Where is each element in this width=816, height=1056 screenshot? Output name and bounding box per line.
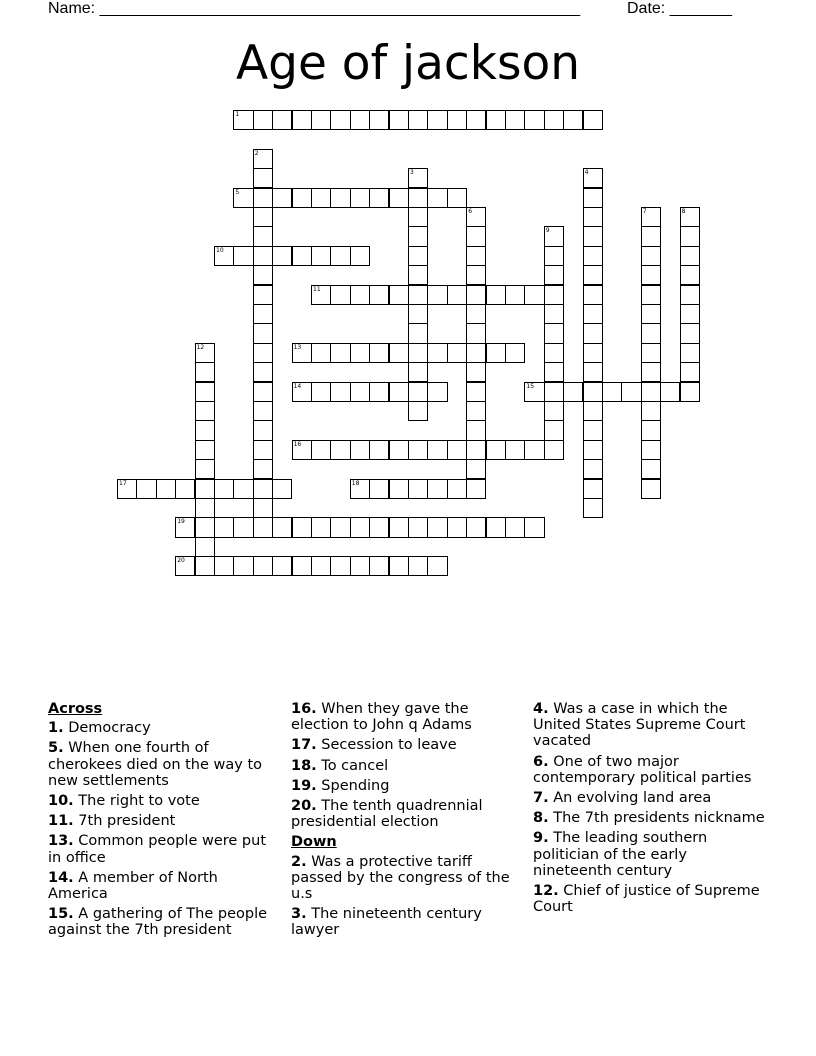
crossword-cell[interactable] [408,382,428,402]
crossword-cell[interactable] [680,226,700,246]
crossword-cell[interactable] [408,246,428,266]
crossword-cell[interactable] [292,188,312,208]
crossword-cell[interactable] [544,440,564,460]
crossword-cell[interactable] [680,343,700,363]
crossword-cell[interactable] [427,479,447,499]
crossword-cell[interactable] [583,246,603,266]
cell-number: 7 [642,208,647,215]
crossword-cell[interactable] [466,110,486,130]
crossword-cell[interactable] [369,110,389,130]
crossword-cell[interactable] [524,382,544,402]
cell-number: 15 [526,382,535,390]
crossword-cell[interactable] [175,479,195,499]
crossword-cell[interactable] [253,382,273,402]
crossword-cell[interactable] [680,246,700,266]
crossword-cell[interactable] [563,110,583,130]
crossword-cell[interactable] [292,382,312,402]
cell-number: 9 [545,227,550,235]
crossword-cell[interactable] [253,343,273,363]
crossword-cell[interactable] [486,285,506,305]
crossword-cell[interactable] [253,188,273,208]
crossword-cell[interactable] [253,149,273,169]
clue-across-5: 5. When one fourth of cherokees died on the way to new settlements [48,740,263,789]
crossword-cell[interactable] [233,517,253,537]
crossword-cell[interactable] [253,459,273,479]
crossword-cell[interactable] [408,265,428,285]
crossword-cell[interactable] [311,246,331,266]
crossword-cell[interactable] [583,207,603,227]
clue-column-3 [533,701,765,919]
crossword-cell[interactable] [680,382,700,402]
crossword-cell[interactable] [408,343,428,363]
crossword-cell[interactable] [233,479,253,499]
crossword-cell[interactable] [680,323,700,343]
crossword-cell[interactable] [253,226,273,246]
crossword-cell[interactable] [156,479,176,499]
crossword-cell[interactable] [369,188,389,208]
crossword-cell[interactable] [233,188,253,208]
crossword-cell[interactable] [447,110,467,130]
crossword-cell[interactable] [544,420,564,440]
clue-down-8: 8. The 7th presidents nickname [533,810,765,827]
crossword-cell[interactable] [544,110,564,130]
crossword-cell[interactable] [369,382,389,402]
clue-across-18: 18. To cancel [291,757,389,774]
crossword-cell[interactable] [680,285,700,305]
clue-across-10: 10. The right to vote [48,793,200,810]
crossword-cell[interactable] [641,382,661,402]
crossword-cell[interactable] [389,556,409,576]
clue-across-11: 11. 7th president [48,813,176,830]
crossword-cell[interactable] [195,537,215,557]
crossword-cell[interactable] [466,265,486,285]
crossword-cell[interactable] [369,556,389,576]
crossword-cell[interactable] [195,479,215,499]
crossword-cell[interactable] [272,556,292,576]
crossword-cell[interactable] [389,343,409,363]
across-heading: Across [48,701,103,717]
crossword-cell[interactable] [408,323,428,343]
crossword-cell[interactable] [447,440,467,460]
clue-across-16: 16. When they gave the election to John q Adams [291,701,472,734]
crossword-cell[interactable] [505,440,525,460]
clue-down-7: 7. An evolving land area [533,790,712,807]
crossword-cell[interactable] [641,362,661,382]
crossword-cell[interactable] [641,459,661,479]
cell-number: 6 [468,208,473,215]
crossword-cell[interactable] [233,246,253,266]
cell-number: 11 [313,285,321,293]
down-heading: Down [291,834,337,851]
crossword-cell[interactable] [583,498,603,518]
crossword-cell[interactable] [466,246,486,266]
crossword-cell[interactable] [389,382,409,402]
crossword-cell[interactable] [253,246,273,266]
crossword-cell[interactable] [311,440,331,460]
crossword-cell[interactable] [641,285,661,305]
crossword-cell[interactable] [233,556,253,576]
crossword-cell[interactable] [369,440,389,460]
crossword-cell[interactable] [136,479,156,499]
cell-number: 13 [293,343,302,351]
crossword-cell[interactable] [544,246,564,266]
cell-number: 1 [235,111,240,118]
crossword-cell[interactable] [641,401,661,421]
cell-number: 4 [584,169,589,177]
crossword-cell[interactable] [175,556,195,576]
crossword-cell[interactable] [292,517,312,537]
crossword-cell[interactable] [330,556,350,576]
crossword-cell[interactable] [272,246,292,266]
crossword-cell[interactable] [602,382,622,402]
crossword-cell[interactable] [311,188,331,208]
crossword-cell[interactable] [292,556,312,576]
clue-down-3: 3. The nineteenth century lawyer [291,906,482,939]
crossword-cell[interactable] [195,401,215,421]
crossword-cell[interactable] [195,517,215,537]
crossword-cell[interactable] [253,285,273,305]
crossword-cell[interactable] [583,188,603,208]
crossword-cell[interactable] [408,517,428,537]
clue-across-1: 1. Democracy [48,720,151,737]
crossword-cell[interactable] [311,110,331,130]
crossword-cell[interactable] [505,343,525,363]
clue-down-6: 6. One of two major contemporary political parties [533,753,752,786]
clue-column-2 [291,701,521,943]
crossword-cell[interactable] [195,382,215,402]
crossword-cell[interactable] [524,285,544,305]
crossword-cell[interactable] [408,226,428,246]
crossword-cell[interactable] [214,246,234,266]
cell-number: 19 [177,518,185,526]
crossword-cell[interactable] [427,285,447,305]
crossword-cell[interactable] [505,517,525,537]
crossword-cell[interactable] [214,479,234,499]
crossword-cell[interactable] [466,440,486,460]
crossword-cell[interactable] [195,362,215,382]
crossword-cell[interactable] [408,285,428,305]
crossword-cell[interactable] [641,226,661,246]
crossword-cell[interactable] [641,323,661,343]
crossword-cell[interactable] [466,401,486,421]
crossword-cell[interactable] [544,401,564,421]
crossword-cell[interactable] [350,440,370,460]
crossword-cell[interactable] [544,285,564,305]
crossword-cell[interactable] [544,382,564,402]
crossword-cell[interactable] [641,343,661,363]
crossword-cell[interactable] [350,517,370,537]
crossword-cell[interactable] [253,168,273,188]
clue-down-4: 4. Was a case in which the United States Supreme Court vacated [533,701,746,750]
crossword-cell[interactable] [408,556,428,576]
crossword-cell[interactable] [311,343,331,363]
crossword-cell[interactable] [641,479,661,499]
crossword-cell[interactable] [466,459,486,479]
crossword-cell[interactable] [583,323,603,343]
crossword-cell[interactable] [350,110,370,130]
crossword-cell[interactable] [680,265,700,285]
crossword-cell[interactable] [233,110,253,130]
cell-number: 2 [254,149,259,157]
crossword-cell[interactable] [583,265,603,285]
crossword-cell[interactable] [330,246,350,266]
crossword-cell[interactable] [408,401,428,421]
crossword-cell[interactable] [524,440,544,460]
crossword-cell[interactable] [253,556,273,576]
crossword-cell[interactable] [195,556,215,576]
crossword-cell[interactable] [253,362,273,382]
clue-down-9: 9. The leading southern politician of the early nineteenth century [533,830,708,879]
crossword-cell[interactable] [583,459,603,479]
crossword-cell[interactable] [466,323,486,343]
crossword-cell[interactable] [389,479,409,499]
crossword-cell[interactable] [486,440,506,460]
crossword-cell[interactable] [583,226,603,246]
crossword-cell[interactable] [292,343,312,363]
crossword-cell[interactable] [447,188,467,208]
crossword-cell[interactable] [117,479,137,499]
crossword-cell[interactable] [583,401,603,421]
crossword-cell[interactable] [408,110,428,130]
crossword-cell[interactable] [253,440,273,460]
crossword-cell[interactable] [544,343,564,363]
crossword-cell[interactable] [466,479,486,499]
crossword-cell[interactable] [350,188,370,208]
crossword-cell[interactable] [447,285,467,305]
crossword-cell[interactable] [408,168,428,188]
crossword-cell[interactable] [583,110,603,130]
crossword-cell[interactable] [583,343,603,363]
cell-number: 12 [196,343,205,351]
crossword-cell[interactable] [195,343,215,363]
crossword-cell[interactable] [466,226,486,246]
cell-number: 18 [351,479,360,487]
crossword-cell[interactable] [408,304,428,324]
cell-number: 5 [235,188,240,196]
crossword-cell[interactable] [330,440,350,460]
crossword-cell[interactable] [544,323,564,343]
clue-across-15: 15. A gathering of The people against the 7th president [48,906,268,939]
clue-down-12: 12. Chief of justice of Supreme Court [533,883,760,916]
clue-across-14: 14. A member of North America [48,869,218,903]
clue-across-20: 20. The tenth quadrennial presidential election [291,798,483,831]
crossword-cell[interactable] [583,479,603,499]
crossword-cell[interactable] [544,304,564,324]
crossword-cell[interactable] [486,110,506,130]
cell-number: 16 [293,440,302,448]
crossword-cell[interactable] [272,517,292,537]
crossword-cell[interactable] [253,498,273,518]
cell-number: 17 [119,479,127,487]
crossword-cell[interactable] [311,382,331,402]
crossword-cell[interactable] [486,343,506,363]
cell-number: 10 [216,246,224,254]
crossword-cell[interactable] [505,285,525,305]
crossword-cell[interactable] [466,343,486,363]
clue-across-13: 13. Common people were put in office [48,833,267,866]
crossword-cell[interactable] [641,420,661,440]
crossword-cell[interactable] [447,517,467,537]
crossword-cell[interactable] [563,382,583,402]
crossword-cell[interactable] [311,285,331,305]
clue-column-1 [48,701,278,943]
crossword-cell[interactable] [272,188,292,208]
crossword-cell[interactable] [350,382,370,402]
crossword-cell[interactable] [641,265,661,285]
crossword-cell[interactable] [427,440,447,460]
crossword-cell[interactable] [350,285,370,305]
crossword-cell[interactable] [350,479,370,499]
clue-down-2: 2. Was a protective tariff passed by the congress of the u.s [291,853,510,903]
crossword-cell[interactable] [544,265,564,285]
cell-number: 8 [681,208,686,215]
crossword-cell[interactable] [427,343,447,363]
crossword-cell[interactable] [505,110,525,130]
crossword-cell[interactable] [621,382,641,402]
crossword-cell[interactable] [408,188,428,208]
crossword-cell[interactable] [641,207,661,227]
crossword-cell[interactable] [680,207,700,227]
cell-number: 3 [410,169,414,177]
crossword-cell[interactable] [272,110,292,130]
crossword-cell[interactable] [544,362,564,382]
crossword-cell[interactable] [427,517,447,537]
crossword-cell[interactable] [583,304,603,324]
crossword-cell[interactable] [214,517,234,537]
crossword-cell[interactable] [466,207,486,227]
crossword-cell[interactable] [408,362,428,382]
crossword-cell[interactable] [292,246,312,266]
crossword-cell[interactable] [292,110,312,130]
crossword-cell[interactable] [214,556,234,576]
crossword-cell[interactable] [350,246,370,266]
crossword-cell[interactable] [466,420,486,440]
crossword-cell[interactable] [311,517,331,537]
crossword-cell[interactable] [350,556,370,576]
clue-across-19: 19. Spending [291,777,390,794]
crossword-cell[interactable] [524,517,544,537]
crossword-cell[interactable] [583,382,603,402]
crossword-cell[interactable] [195,420,215,440]
crossword-cell[interactable] [408,440,428,460]
crossword-cell[interactable] [369,517,389,537]
crossword-cell[interactable] [466,304,486,324]
crossword-cell[interactable] [583,362,603,382]
crossword-cell[interactable] [680,362,700,382]
cell-number: 20 [177,557,185,565]
crossword-cell[interactable] [408,207,428,227]
crossword-cell[interactable] [583,285,603,305]
crossword-cell[interactable] [330,110,350,130]
crossword-cell[interactable] [253,323,273,343]
crossword-cell[interactable] [389,517,409,537]
crossword-cell[interactable] [408,479,428,499]
crossword-cell[interactable] [583,168,603,188]
crossword-cell[interactable] [330,517,350,537]
crossword-cell[interactable] [253,207,273,227]
crossword-cell[interactable] [447,343,467,363]
crossword-cell[interactable] [253,110,273,130]
date-field-label: Date: _______ [627,0,732,17]
crossword-cell[interactable] [253,420,273,440]
crossword-cell[interactable] [466,382,486,402]
crossword-cell[interactable] [389,110,409,130]
crossword-cell[interactable] [272,479,292,499]
crossword-cell[interactable] [583,420,603,440]
crossword-cell[interactable] [486,517,506,537]
crossword-cell[interactable] [330,285,350,305]
crossword-cell[interactable] [195,459,215,479]
crossword-cell[interactable] [369,343,389,363]
crossword-cell[interactable] [389,440,409,460]
crossword-cell[interactable] [427,188,447,208]
crossword-cell[interactable] [660,382,680,402]
crossword-cell[interactable] [447,479,467,499]
crossword-cell[interactable] [466,285,486,305]
crossword-cell[interactable] [641,440,661,460]
crossword-cell[interactable] [253,265,273,285]
crossword-cell[interactable] [330,188,350,208]
crossword-cell[interactable] [427,110,447,130]
crossword-cell[interactable] [195,498,215,518]
crossword-cell[interactable] [350,343,370,363]
crossword-cell[interactable] [641,304,661,324]
crossword-cell[interactable] [641,246,661,266]
crossword-cell[interactable] [524,110,544,130]
crossword-cell[interactable] [369,479,389,499]
crossword-cell[interactable] [389,285,409,305]
crossword-cell[interactable] [195,440,215,460]
crossword-cell[interactable] [330,343,350,363]
crossword-cell[interactable] [253,401,273,421]
crossword-cell[interactable] [389,188,409,208]
clue-across-17: 17. Secession to leave [291,737,457,754]
crossword-cell[interactable] [466,362,486,382]
crossword-cell[interactable] [175,517,195,537]
crossword-cell[interactable] [427,382,447,402]
crossword-cell[interactable] [253,304,273,324]
crossword-cell[interactable] [330,382,350,402]
crossword-cell[interactable] [544,226,564,246]
crossword-cell[interactable] [680,304,700,324]
cell-number: 14 [293,382,302,390]
crossword-cell[interactable] [292,440,312,460]
crossword-cell[interactable] [427,556,447,576]
crossword-cell[interactable] [253,517,273,537]
crossword-cell[interactable] [369,285,389,305]
page-title: Age of jackson [235,36,581,91]
crossword-cell[interactable] [583,440,603,460]
name-field-label: Name: ______________________________________________________ [48,0,581,17]
crossword-cell[interactable] [466,517,486,537]
crossword-cell[interactable] [311,556,331,576]
crossword-cell[interactable] [253,479,273,499]
